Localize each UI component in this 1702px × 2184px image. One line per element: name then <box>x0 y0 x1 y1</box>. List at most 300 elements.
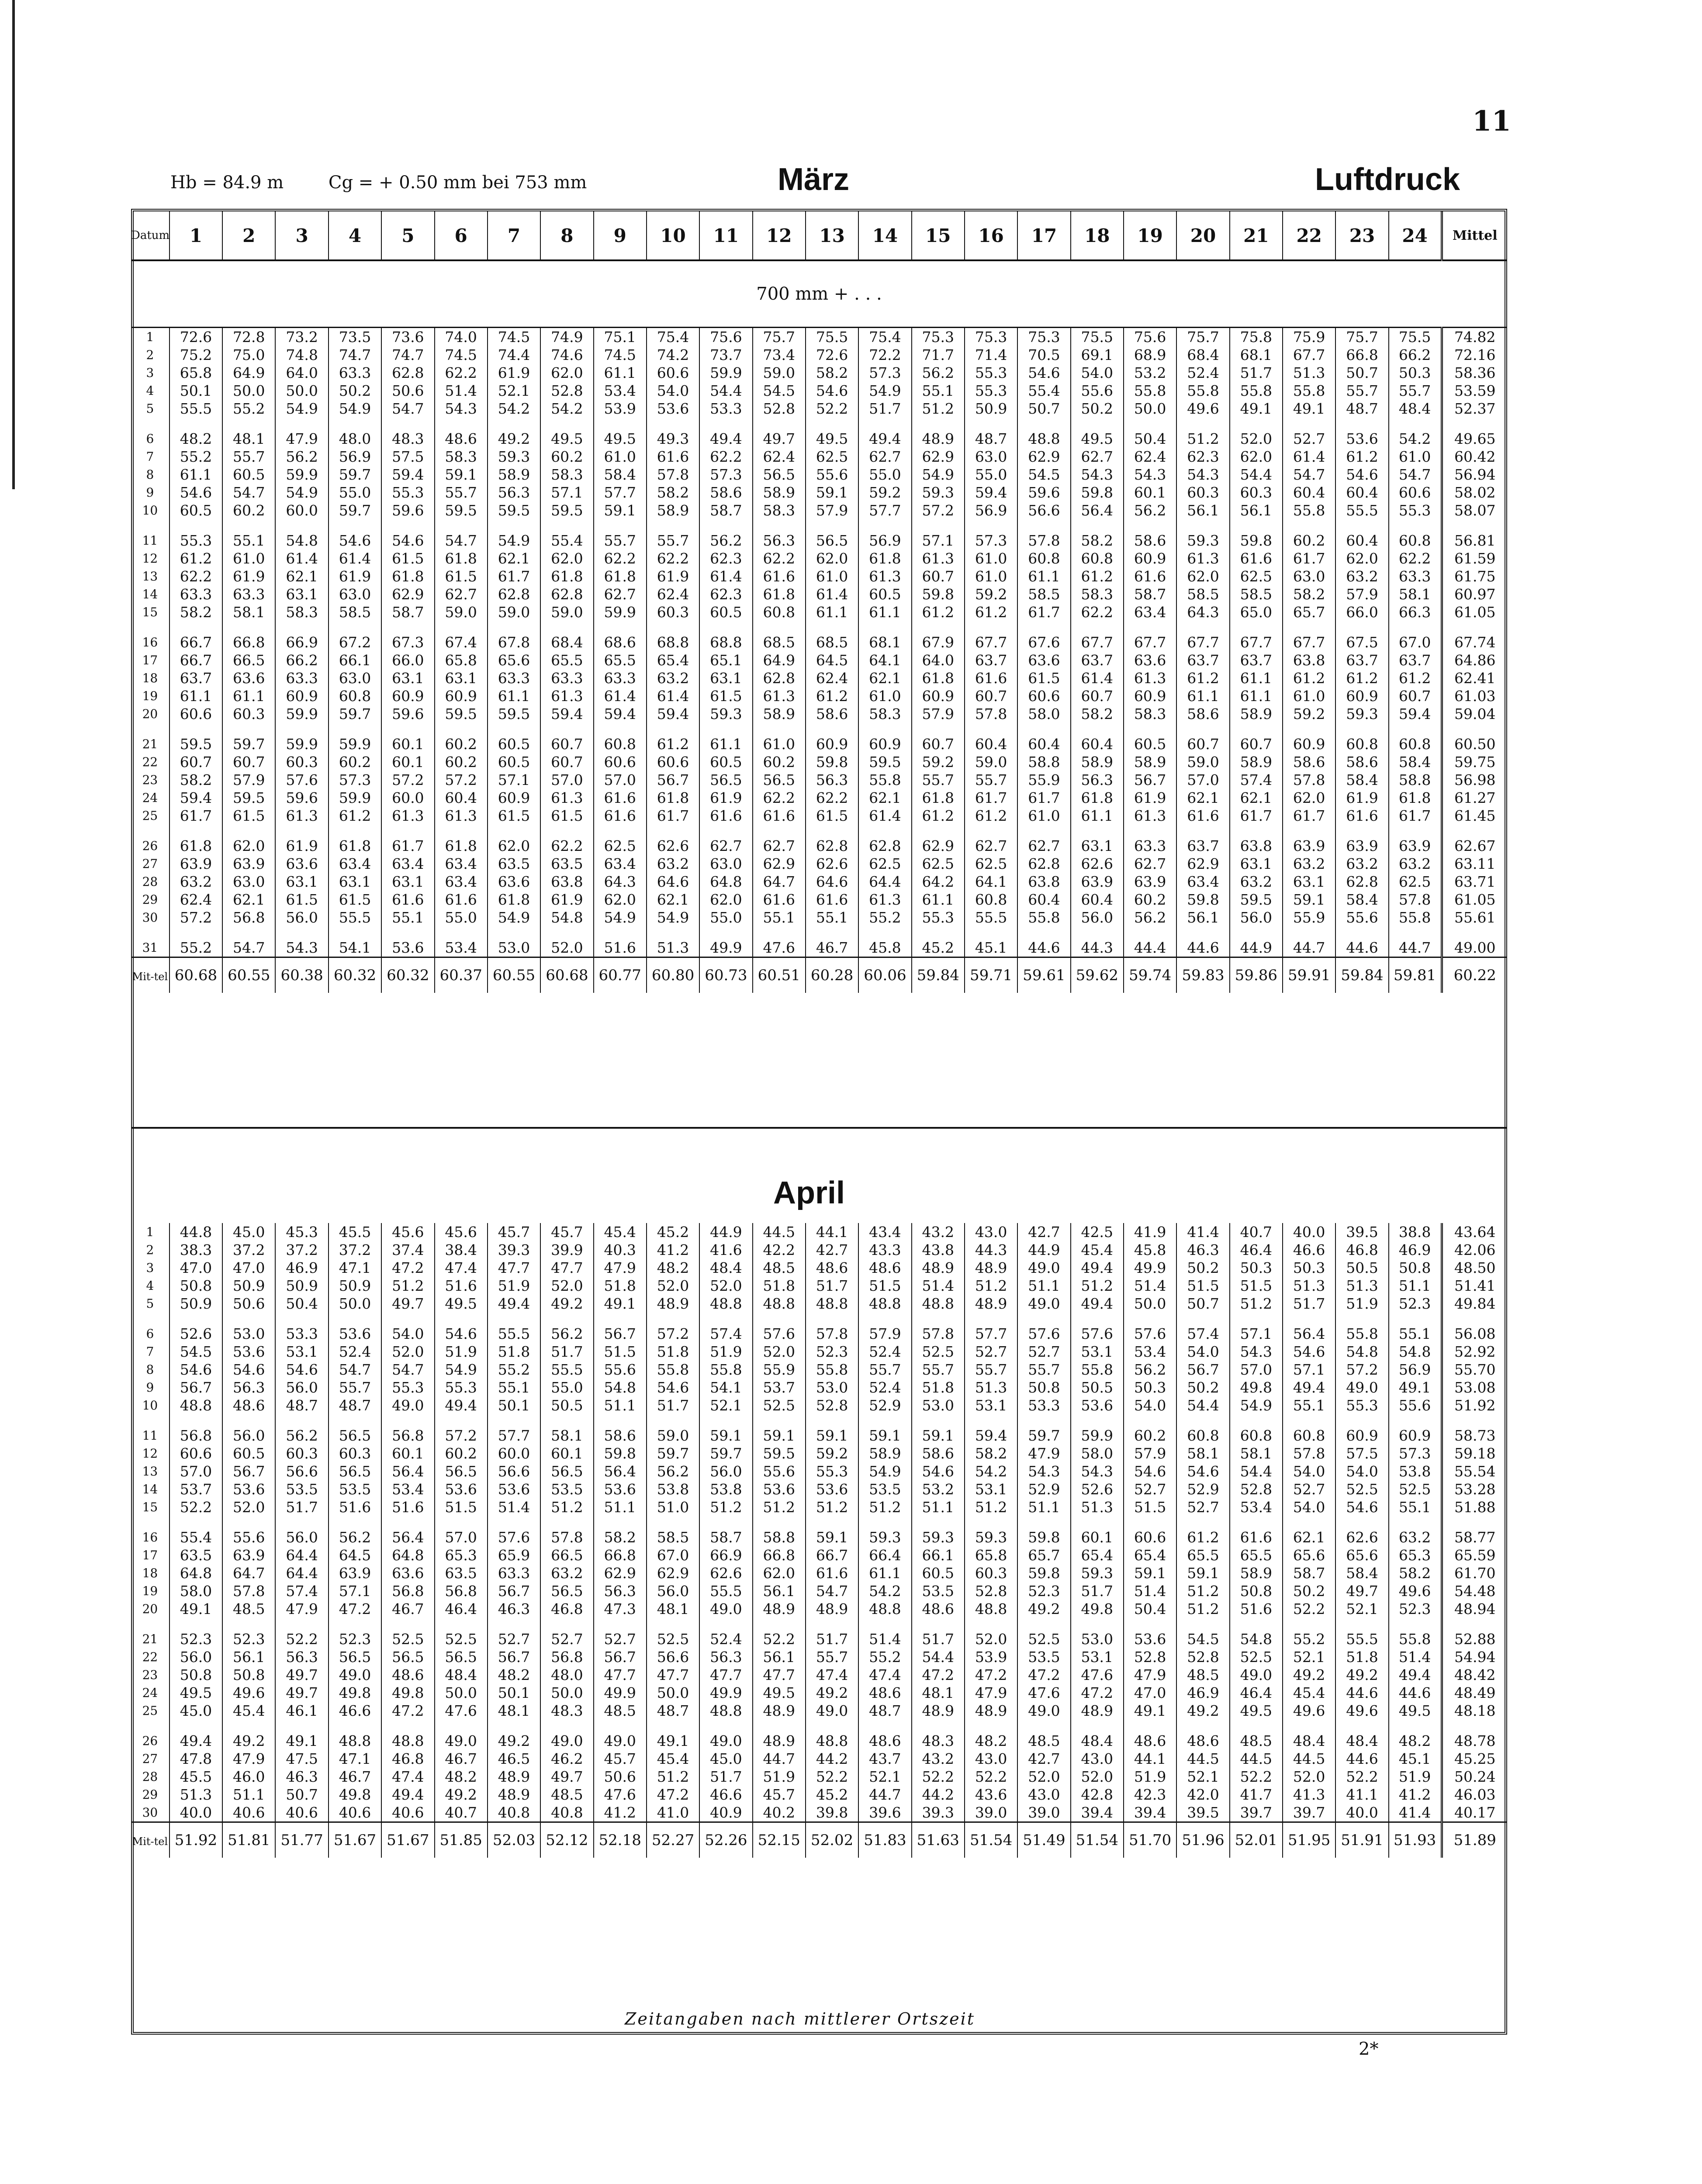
hourly-value-cell: 49.7 <box>753 430 806 448</box>
hourly-value-cell: 40.8 <box>488 1804 540 1822</box>
hourly-value-cell: 70.5 <box>1017 346 1070 364</box>
hourly-value-cell: 65.7 <box>1283 603 1335 621</box>
hourly-value-cell: 62.7 <box>699 837 752 855</box>
hourly-value-cell: 65.8 <box>435 651 488 669</box>
hourly-value-cell: 56.5 <box>699 771 752 789</box>
hourly-value-cell: 55.1 <box>1389 1325 1442 1343</box>
hourly-value-cell: 54.0 <box>1283 1498 1335 1516</box>
hourly-value-cell: 55.4 <box>540 532 593 549</box>
hourly-value-cell: 54.8 <box>594 1379 647 1396</box>
header-hour-18: 18 <box>1071 211 1124 260</box>
hourly-value-cell: 63.2 <box>1335 567 1388 585</box>
header-hour-16: 16 <box>965 211 1017 260</box>
hourly-value-cell: 63.9 <box>222 1546 275 1564</box>
hourly-value-cell: 56.7 <box>594 1648 647 1666</box>
hourly-value-cell: 61.7 <box>1230 807 1283 825</box>
hourly-value-cell: 58.3 <box>540 466 593 484</box>
hourly-value-cell: 48.2 <box>1389 1732 1442 1750</box>
daily-mean-cell: 72.16 <box>1442 346 1507 364</box>
hourly-value-cell: 52.5 <box>1017 1630 1070 1648</box>
hourly-mean-cell: 60.28 <box>806 957 858 993</box>
hourly-value-cell: 50.8 <box>222 1666 275 1684</box>
hourly-value-cell: 67.8 <box>488 633 540 651</box>
hourly-value-cell: 63.1 <box>275 873 328 891</box>
hourly-value-cell: 57.0 <box>170 1462 222 1480</box>
hourly-value-cell: 46.9 <box>1176 1684 1229 1702</box>
hourly-value-cell: 55.3 <box>435 1379 488 1396</box>
hourly-value-cell: 58.1 <box>1176 1444 1229 1462</box>
hourly-value-cell: 56.5 <box>329 1462 381 1480</box>
table-row <box>131 753 1507 771</box>
hourly-value-cell: 59.1 <box>806 1427 858 1444</box>
table-row <box>131 771 1507 789</box>
table-row <box>131 687 1507 705</box>
daily-mean-cell: 52.37 <box>1442 400 1507 418</box>
hourly-value-cell: 56.2 <box>329 1528 381 1546</box>
hourly-value-cell: 55.2 <box>170 939 222 957</box>
daily-mean-cell: 59.75 <box>1442 753 1507 771</box>
hourly-value-cell: 51.8 <box>488 1343 540 1361</box>
hourly-value-cell: 51.3 <box>1071 1498 1124 1516</box>
table-row <box>131 1325 1507 1343</box>
hourly-value-cell: 56.3 <box>753 532 806 549</box>
day-cell: 20 <box>142 707 158 721</box>
hourly-value-cell: 74.2 <box>647 346 699 364</box>
hourly-value-cell: 51.7 <box>275 1498 328 1516</box>
hourly-value-cell: 60.9 <box>1335 687 1388 705</box>
hourly-value-cell: 56.2 <box>699 532 752 549</box>
hourly-value-cell: 51.8 <box>647 1343 699 1361</box>
hourly-value-cell: 49.0 <box>435 1732 488 1750</box>
hourly-value-cell: 54.9 <box>858 1462 911 1480</box>
hourly-value-cell: 62.9 <box>647 1564 699 1582</box>
day-cell: 12 <box>142 551 158 566</box>
hourly-value-cell: 59.8 <box>1176 891 1229 909</box>
daily-mean-cell: 61.59 <box>1442 549 1507 567</box>
hourly-value-cell: 51.1 <box>222 1786 275 1804</box>
daily-mean-cell: 67.74 <box>1442 633 1507 651</box>
hourly-value-cell: 62.0 <box>1335 549 1388 567</box>
hourly-value-cell: 59.0 <box>647 1427 699 1444</box>
hourly-value-cell: 51.1 <box>594 1396 647 1414</box>
hourly-value-cell: 52.5 <box>647 1630 699 1648</box>
header-hour-21: 21 <box>1230 211 1283 260</box>
hourly-value-cell: 61.3 <box>540 789 593 807</box>
hourly-value-cell: 63.2 <box>647 669 699 687</box>
hourly-value-cell: 55.0 <box>540 1379 593 1396</box>
hourly-value-cell: 55.7 <box>965 771 1017 789</box>
hourly-mean-cell: 51.96 <box>1176 1822 1229 1858</box>
hourly-value-cell: 51.4 <box>435 382 488 400</box>
hourly-value-cell: 49.5 <box>170 1684 222 1702</box>
hourly-value-cell: 47.5 <box>275 1750 328 1768</box>
hourly-value-cell: 62.3 <box>699 549 752 567</box>
hourly-value-cell: 58.2 <box>1071 705 1124 723</box>
hourly-value-cell: 63.9 <box>170 855 222 873</box>
day-cell: 1 <box>146 330 154 344</box>
hourly-value-cell: 48.8 <box>699 1295 752 1313</box>
header-hour-20: 20 <box>1176 211 1229 260</box>
table-row <box>131 1379 1507 1396</box>
hourly-value-cell: 61.6 <box>1230 549 1283 567</box>
hourly-value-cell: 56.3 <box>594 1582 647 1600</box>
hourly-value-cell: 49.2 <box>540 1295 593 1313</box>
hourly-value-cell: 58.7 <box>381 603 434 621</box>
hourly-value-cell: 59.9 <box>275 466 328 484</box>
daily-mean-cell: 62.67 <box>1442 837 1507 855</box>
hourly-value-cell: 55.1 <box>222 532 275 549</box>
hourly-value-cell: 54.8 <box>1335 1343 1388 1361</box>
hourly-value-cell: 55.8 <box>1283 382 1335 400</box>
hourly-value-cell: 67.7 <box>1124 633 1176 651</box>
hourly-value-cell: 58.0 <box>170 1582 222 1600</box>
hourly-value-cell: 67.7 <box>1230 633 1283 651</box>
mean-row <box>131 957 1507 993</box>
hourly-value-cell: 48.1 <box>222 430 275 448</box>
hourly-value-cell: 62.8 <box>1335 873 1388 891</box>
hourly-value-cell: 64.9 <box>753 651 806 669</box>
hourly-value-cell: 60.7 <box>540 735 593 753</box>
hourly-value-cell: 66.3 <box>1389 603 1442 621</box>
hourly-value-cell: 51.2 <box>965 1277 1017 1295</box>
hourly-value-cell: 45.7 <box>594 1750 647 1768</box>
hourly-value-cell: 48.4 <box>1071 1732 1124 1750</box>
hourly-mean-cell: 51.85 <box>435 1822 488 1858</box>
hourly-value-cell: 61.8 <box>912 669 965 687</box>
day-cell: 22 <box>142 755 158 769</box>
hourly-value-cell: 43.3 <box>858 1241 911 1259</box>
hourly-value-cell: 55.7 <box>806 1648 858 1666</box>
hourly-value-cell: 61.6 <box>594 789 647 807</box>
hourly-value-cell: 60.3 <box>1230 484 1283 501</box>
hourly-value-cell: 72.6 <box>170 328 222 346</box>
hourly-value-cell: 47.7 <box>647 1666 699 1684</box>
hourly-mean-cell: 60.73 <box>699 957 752 993</box>
hourly-value-cell: 62.1 <box>1176 789 1229 807</box>
hourly-value-cell: 61.6 <box>1176 807 1229 825</box>
hourly-value-cell: 52.5 <box>912 1343 965 1361</box>
hourly-value-cell: 53.8 <box>647 1480 699 1498</box>
daily-mean-cell: 55.70 <box>1442 1361 1507 1379</box>
hourly-value-cell: 66.8 <box>753 1546 806 1564</box>
hourly-mean-cell: 60.37 <box>435 957 488 993</box>
hourly-value-cell: 58.7 <box>1283 1564 1335 1582</box>
hourly-value-cell: 44.5 <box>1283 1750 1335 1768</box>
daily-mean-cell: 58.77 <box>1442 1528 1507 1546</box>
hourly-value-cell: 60.2 <box>329 753 381 771</box>
hourly-value-cell: 49.0 <box>594 1732 647 1750</box>
hourly-value-cell: 58.2 <box>965 1444 1017 1462</box>
day-cell: 30 <box>142 1805 158 1820</box>
hourly-value-cell: 61.8 <box>647 789 699 807</box>
hourly-value-cell: 59.7 <box>222 735 275 753</box>
day-cell: 10 <box>142 1398 158 1413</box>
day-cell: 1 <box>146 1225 154 1239</box>
hourly-value-cell: 60.2 <box>435 753 488 771</box>
hourly-value-cell: 59.5 <box>753 1444 806 1462</box>
hourly-value-cell: 39.5 <box>1335 1223 1388 1241</box>
daily-mean-cell: 51.88 <box>1442 1498 1507 1516</box>
hourly-value-cell: 60.9 <box>1124 549 1176 567</box>
table-row <box>131 1259 1507 1277</box>
hourly-value-cell: 52.1 <box>1176 1768 1229 1786</box>
hourly-value-cell: 61.1 <box>488 687 540 705</box>
hourly-value-cell: 51.4 <box>1124 1582 1176 1600</box>
daily-mean-cell: 61.03 <box>1442 687 1507 705</box>
hourly-value-cell: 55.6 <box>753 1462 806 1480</box>
header-hour-2: 2 <box>222 211 275 260</box>
hourly-value-cell: 49.2 <box>488 1732 540 1750</box>
hourly-value-cell: 55.5 <box>329 909 381 926</box>
hourly-value-cell: 46.8 <box>540 1600 593 1618</box>
hourly-value-cell: 54.4 <box>912 1648 965 1666</box>
hourly-value-cell: 41.2 <box>594 1804 647 1822</box>
hourly-value-cell: 56.8 <box>435 1582 488 1600</box>
hourly-value-cell: 52.2 <box>965 1768 1017 1786</box>
hourly-value-cell: 39.3 <box>912 1804 965 1822</box>
hourly-value-cell: 61.9 <box>699 789 752 807</box>
hourly-value-cell: 61.7 <box>647 807 699 825</box>
hourly-value-cell: 47.6 <box>1071 1666 1124 1684</box>
daily-mean-cell: 64.86 <box>1442 651 1507 669</box>
hourly-value-cell: 57.1 <box>329 1582 381 1600</box>
hourly-value-cell: 61.6 <box>699 807 752 825</box>
hourly-value-cell: 44.9 <box>699 1223 752 1241</box>
daily-mean-cell: 61.70 <box>1442 1564 1507 1582</box>
hourly-value-cell: 62.0 <box>488 837 540 855</box>
hourly-value-cell: 60.5 <box>222 466 275 484</box>
hourly-value-cell: 50.5 <box>540 1396 593 1414</box>
hourly-value-cell: 57.3 <box>1389 1444 1442 1462</box>
table-row <box>131 1277 1507 1295</box>
hourly-value-cell: 59.4 <box>540 705 593 723</box>
daily-mean-cell: 51.92 <box>1442 1396 1507 1414</box>
hourly-value-cell: 49.4 <box>170 1732 222 1750</box>
hourly-value-cell: 39.7 <box>1230 1804 1283 1822</box>
hourly-value-cell: 59.3 <box>1335 705 1388 723</box>
hourly-value-cell: 58.5 <box>647 1528 699 1546</box>
hourly-value-cell: 59.9 <box>275 735 328 753</box>
hourly-value-cell: 48.6 <box>381 1666 434 1684</box>
header-hour-22: 22 <box>1283 211 1335 260</box>
hourly-value-cell: 59.7 <box>699 1444 752 1462</box>
hourly-value-cell: 51.2 <box>1071 1277 1124 1295</box>
hourly-value-cell: 52.9 <box>858 1396 911 1414</box>
hourly-value-cell: 58.4 <box>1335 891 1388 909</box>
hourly-value-cell: 52.2 <box>170 1498 222 1516</box>
hourly-value-cell: 72.8 <box>222 328 275 346</box>
hourly-value-cell: 54.0 <box>1176 1343 1229 1361</box>
day-cell: 20 <box>142 1602 158 1616</box>
hourly-value-cell: 52.8 <box>540 382 593 400</box>
daily-mean-cell: 61.05 <box>1442 891 1507 909</box>
hourly-value-cell: 56.5 <box>329 1427 381 1444</box>
hourly-value-cell: 39.5 <box>1176 1804 1229 1822</box>
hourly-value-cell: 44.7 <box>1283 939 1335 957</box>
hourly-value-cell: 62.7 <box>1017 837 1070 855</box>
hourly-value-cell: 56.7 <box>594 1325 647 1343</box>
hourly-mean-cell: 51.54 <box>1071 1822 1124 1858</box>
daily-mean-cell: 60.50 <box>1442 735 1507 753</box>
daily-mean-cell: 48.18 <box>1442 1702 1507 1720</box>
hourly-value-cell: 51.4 <box>1124 1277 1176 1295</box>
hourly-value-cell: 49.4 <box>1071 1259 1124 1277</box>
hourly-value-cell: 61.8 <box>1389 789 1442 807</box>
hourly-value-cell: 62.7 <box>753 837 806 855</box>
hourly-value-cell: 63.0 <box>699 855 752 873</box>
hourly-value-cell: 49.4 <box>1283 1379 1335 1396</box>
hourly-value-cell: 54.3 <box>1176 466 1229 484</box>
hourly-value-cell: 43.4 <box>858 1223 911 1241</box>
hourly-value-cell: 61.9 <box>647 567 699 585</box>
hourly-value-cell: 48.1 <box>488 1702 540 1720</box>
hourly-value-cell: 50.4 <box>1124 430 1176 448</box>
hourly-value-cell: 39.9 <box>540 1241 593 1259</box>
hourly-value-cell: 73.7 <box>699 346 752 364</box>
hourly-value-cell: 75.4 <box>647 328 699 346</box>
hourly-value-cell: 58.5 <box>1176 585 1229 603</box>
hourly-value-cell: 59.4 <box>170 789 222 807</box>
hourly-value-cell: 54.6 <box>806 382 858 400</box>
hourly-value-cell: 51.3 <box>1283 1277 1335 1295</box>
hourly-value-cell: 44.6 <box>1335 1750 1388 1768</box>
hourly-value-cell: 61.7 <box>1017 603 1070 621</box>
daily-mean-cell: 48.78 <box>1442 1732 1507 1750</box>
day-cell: 13 <box>142 569 158 584</box>
day-cell: 18 <box>142 1566 158 1580</box>
hourly-value-cell: 62.5 <box>858 855 911 873</box>
hourly-value-cell: 52.8 <box>806 1396 858 1414</box>
hourly-value-cell: 50.7 <box>275 1786 328 1804</box>
table-row <box>131 1600 1507 1618</box>
hourly-value-cell: 51.5 <box>435 1498 488 1516</box>
hourly-value-cell: 53.5 <box>275 1480 328 1498</box>
hourly-value-cell: 47.9 <box>275 1600 328 1618</box>
hourly-value-cell: 60.0 <box>275 501 328 519</box>
hourly-value-cell: 48.5 <box>1176 1666 1229 1684</box>
hourly-value-cell: 48.6 <box>858 1732 911 1750</box>
hourly-value-cell: 59.5 <box>488 501 540 519</box>
header-hour-14: 14 <box>858 211 911 260</box>
hourly-value-cell: 46.4 <box>1230 1241 1283 1259</box>
daily-mean-cell: 50.24 <box>1442 1768 1507 1786</box>
hourly-value-cell: 49.6 <box>1389 1582 1442 1600</box>
hourly-value-cell: 53.5 <box>1017 1648 1070 1666</box>
hourly-value-cell: 52.1 <box>1335 1600 1388 1618</box>
hourly-value-cell: 62.7 <box>594 585 647 603</box>
hourly-value-cell: 57.2 <box>647 1325 699 1343</box>
hourly-value-cell: 55.8 <box>699 1361 752 1379</box>
table-row <box>131 633 1507 651</box>
day-cell: 15 <box>142 605 158 619</box>
hourly-value-cell: 67.3 <box>381 633 434 651</box>
hourly-value-cell: 39.3 <box>488 1241 540 1259</box>
hourly-value-cell: 44.4 <box>1124 939 1176 957</box>
hourly-value-cell: 59.7 <box>1017 1427 1070 1444</box>
hourly-value-cell: 55.7 <box>1335 382 1388 400</box>
hourly-value-cell: 47.2 <box>329 1600 381 1618</box>
hourly-value-cell: 61.1 <box>806 603 858 621</box>
hourly-value-cell: 53.1 <box>275 1343 328 1361</box>
hourly-value-cell: 45.2 <box>647 1223 699 1241</box>
hourly-value-cell: 44.7 <box>1389 939 1442 957</box>
hourly-mean-cell: 60.68 <box>540 957 593 993</box>
hourly-value-cell: 60.2 <box>1283 532 1335 549</box>
hourly-value-cell: 51.6 <box>594 939 647 957</box>
hourly-value-cell: 48.9 <box>965 1295 1017 1313</box>
hourly-value-cell: 58.6 <box>1124 532 1176 549</box>
hourly-value-cell: 61.6 <box>381 891 434 909</box>
hourly-value-cell: 62.2 <box>1071 603 1124 621</box>
hourly-mean-cell: 52.03 <box>488 1822 540 1858</box>
hourly-value-cell: 53.2 <box>1124 364 1176 382</box>
hourly-value-cell: 59.9 <box>329 789 381 807</box>
hourly-value-cell: 60.8 <box>1230 1427 1283 1444</box>
hourly-value-cell: 45.6 <box>435 1223 488 1241</box>
hourly-value-cell: 75.9 <box>1283 328 1335 346</box>
hourly-value-cell: 49.1 <box>275 1732 328 1750</box>
day-cell: 29 <box>142 1787 158 1802</box>
hourly-value-cell: 40.6 <box>329 1804 381 1822</box>
hourly-value-cell: 49.6 <box>1335 1702 1388 1720</box>
hourly-value-cell: 60.6 <box>594 753 647 771</box>
hourly-value-cell: 54.3 <box>1071 466 1124 484</box>
hourly-value-cell: 52.3 <box>806 1343 858 1361</box>
hourly-value-cell: 54.0 <box>647 382 699 400</box>
daily-mean-cell: 48.49 <box>1442 1684 1507 1702</box>
hourly-mean-cell: 60.55 <box>488 957 540 993</box>
hourly-value-cell: 47.0 <box>1124 1684 1176 1702</box>
hourly-value-cell: 56.1 <box>1230 501 1283 519</box>
hourly-value-cell: 50.5 <box>1335 1259 1388 1277</box>
hourly-value-cell: 62.5 <box>1230 567 1283 585</box>
hourly-value-cell: 49.1 <box>1283 400 1335 418</box>
hourly-value-cell: 54.6 <box>1176 1462 1229 1480</box>
hourly-value-cell: 50.4 <box>275 1295 328 1313</box>
hourly-value-cell: 62.6 <box>1071 855 1124 873</box>
hourly-value-cell: 63.9 <box>1389 837 1442 855</box>
hourly-value-cell: 48.8 <box>699 1702 752 1720</box>
hourly-value-cell: 59.1 <box>1124 1564 1176 1582</box>
hourly-value-cell: 57.6 <box>1017 1325 1070 1343</box>
hourly-value-cell: 40.9 <box>699 1804 752 1822</box>
hourly-value-cell: 60.2 <box>435 1444 488 1462</box>
hourly-value-cell: 61.1 <box>594 364 647 382</box>
day-cell: 23 <box>142 1668 158 1682</box>
hourly-value-cell: 60.7 <box>1071 687 1124 705</box>
hourly-value-cell: 48.9 <box>912 1702 965 1720</box>
hourly-value-cell: 51.2 <box>647 1768 699 1786</box>
hourly-value-cell: 59.5 <box>540 501 593 519</box>
hourly-value-cell: 68.9 <box>1124 346 1176 364</box>
hourly-value-cell: 57.9 <box>1124 1444 1176 1462</box>
hourly-value-cell: 48.9 <box>753 1600 806 1618</box>
daily-mean-cell: 49.00 <box>1442 939 1507 957</box>
hourly-value-cell: 49.5 <box>435 1295 488 1313</box>
hourly-value-cell: 61.9 <box>540 891 593 909</box>
day-cell: 26 <box>142 839 158 853</box>
hourly-value-cell: 42.5 <box>1071 1223 1124 1241</box>
day-cell: 21 <box>142 1632 158 1646</box>
hourly-value-cell: 49.9 <box>699 1684 752 1702</box>
table-row <box>131 651 1507 669</box>
hourly-value-cell: 47.3 <box>594 1600 647 1618</box>
hourly-value-cell: 60.8 <box>1389 532 1442 549</box>
hourly-value-cell: 54.2 <box>540 400 593 418</box>
hourly-value-cell: 56.2 <box>647 1462 699 1480</box>
hourly-value-cell: 63.3 <box>329 364 381 382</box>
hourly-value-cell: 62.8 <box>753 669 806 687</box>
